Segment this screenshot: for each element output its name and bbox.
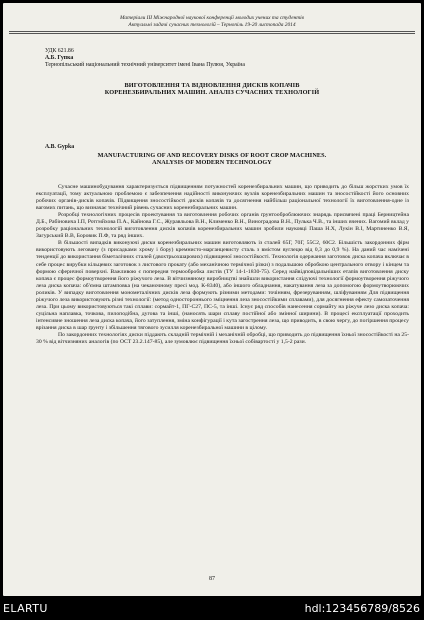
paragraph: Розробці технологічних процесів проектування та виготовлення робочих органів ґрунтооброблюючих знарядь присвячені праці Берництейна Д.Б., Рабіновича І.П, Ротгмйхова П.А., Кайнова Г.С., Журавльова В.Н., Клименко В.Н., Виноградова В.Н., Пулька Ч.В., та інших вчених. Вагомий вклад у розробку раціональних технологій виготовлення дисків копачів коренезбиральних машин зробили науковці Паша Н.Х, Лукін В.І, Мартиненко В.Я, Загурський В.В, Боровик П.Ф, та ряд інших. <box>36 212 409 240</box>
title-uk <box>13 82 411 97</box>
header-rule-secondary <box>9 33 415 34</box>
handle-link[interactable]: hdl:123456789/8526 <box>304 602 420 615</box>
title-en-line-1: MANUFACTURING OF AND RECOVERY DISKS OF ROOT CROP MACHINES. <box>97 152 327 159</box>
paragraph: В більшості випадків виконуючі диски коренезбиральних машин виготовляють із сталей 65Г, 70Г, 55С2, 60С2. Більшість закордонних фірм використовують леговану (з присадками хрому і бору) кремнисто-марганцевисту сталь з вмістом вуглецю від 0,3 до 0,9 %). На даний час намічені тенденції до використання біметалічних сталей (двохтрьохшарових) підвищеної зносостійкості. Технологія одержання заготовок диска копача включає в себе процес вирубки кільцевих заготовок з листового прокату (або механічною термічної різки) з подальшою обробкою центрального отвору і кінцем та формою сферичної поверхні. Важливою є попередня термообробка листів (ТУ 14-1-1830-75). Серед найвідповідальніших етапів виготовлення диску копача є процес формоутворення його ріжучого леза. В вітчизняному виробництві знайшли використання слідуючі технології формоутворення ріжучого леза диска копача: об'ємна штамповка (на чеканочному пресі мод. К-8340), або іншого обладнання, накатування леза за допомогою формоутворюючих роликів. У випадку виготовлення монометалічних дисків леза формують різними методами: точінням, фрезеруванням, шліфуванням Для підвищення ріжучого леза використовують різні технології: (метод одностороннього зміцнення леза зносостійкими сплавами), для досягнення ефекту самозаточення леза. При цьому використовуються такі сплави: сормайт-1, ПГ-С27, ПС-5, та інші. Існує ряд способів нанесення сормайту на ріжуче лезо диска копача: суцільна наплавка, точкова, пилоподібна, дугова та інші, (наносять шари сплаву постійної або змінної ширини). В процесі експлуатації проходить інтенсивне зношення леза диска копача, його затуплення, зміна конфігурації і кута загострення леза, що приводить, в свою чергу, до погіршення процесу врізання диска в шар ґрунту і збільшення тягового зусилля коренезбиральної машини в цілому. <box>36 240 409 331</box>
udc-code: УДК 621.86 <box>45 48 74 54</box>
affiliation: Тернопільський національний технічний університет імені Івана Пулюя, Україна <box>45 62 245 68</box>
title-en-line-2: ANALYSIS OF MODERN TECHNOLOGY <box>152 159 272 167</box>
title-en <box>13 152 411 167</box>
viewer-footer <box>0 600 424 620</box>
paragraph: Сучасне машинобудування характеризується підвищенням потужностей коренезбиральних машин, що приводить до більш жорстких умов їх експлуатації, тому актуальною проблемою є забезпечення надійності виконуючих вузлів коренезбиральних машин та зносостійкості його основних робочих органів-дисків копачів. Підвищення зносостійкості дисків копачів та досягнення найбільш раціональної технології їх виготовлення-одне із вагомих питань, що визначає технічний рівень сучасних коренезбиральних машин. <box>36 184 409 212</box>
title-uk-line-2: КОРЕНЕЗБИРАЛЬНИХ МАШИН. АНАЛІЗ СУЧАСНИХ ТЕХНОЛОГІЙ <box>104 89 320 97</box>
header-line-1: Матеріали ІІІ Міжнародної наукової конференції молодих учених та студентів <box>119 15 305 21</box>
page-number: 87 <box>209 576 215 582</box>
author-uk: А.Б. Гупка <box>45 55 74 61</box>
document-page <box>3 3 421 596</box>
header-line-2: Актуальні задачі сучасних технологій – Тернопіль 19-20 листопада 2014 <box>128 22 296 28</box>
author-en: A.B. Gypka <box>45 144 75 150</box>
title-uk-line-1: ВИГОТОВЛЕННЯ ТА ВІДНОВЛЕННЯ ДИСКІВ КОПАЧІВ <box>124 82 300 89</box>
repository-label: ELARTU <box>3 602 48 615</box>
article-body <box>36 184 409 346</box>
conference-header <box>9 15 415 29</box>
paragraph: По закордонних технологіях диски піддають складній термічній і механічній обробці, що приводить до підвищення їхньої зносостійкості на 25-30 % від вітчизняних аналогів (по ОСТ 23.2.147-85), але зумовлює підвищення їхньої собівартості у 1,5-2 рази. <box>36 331 409 346</box>
